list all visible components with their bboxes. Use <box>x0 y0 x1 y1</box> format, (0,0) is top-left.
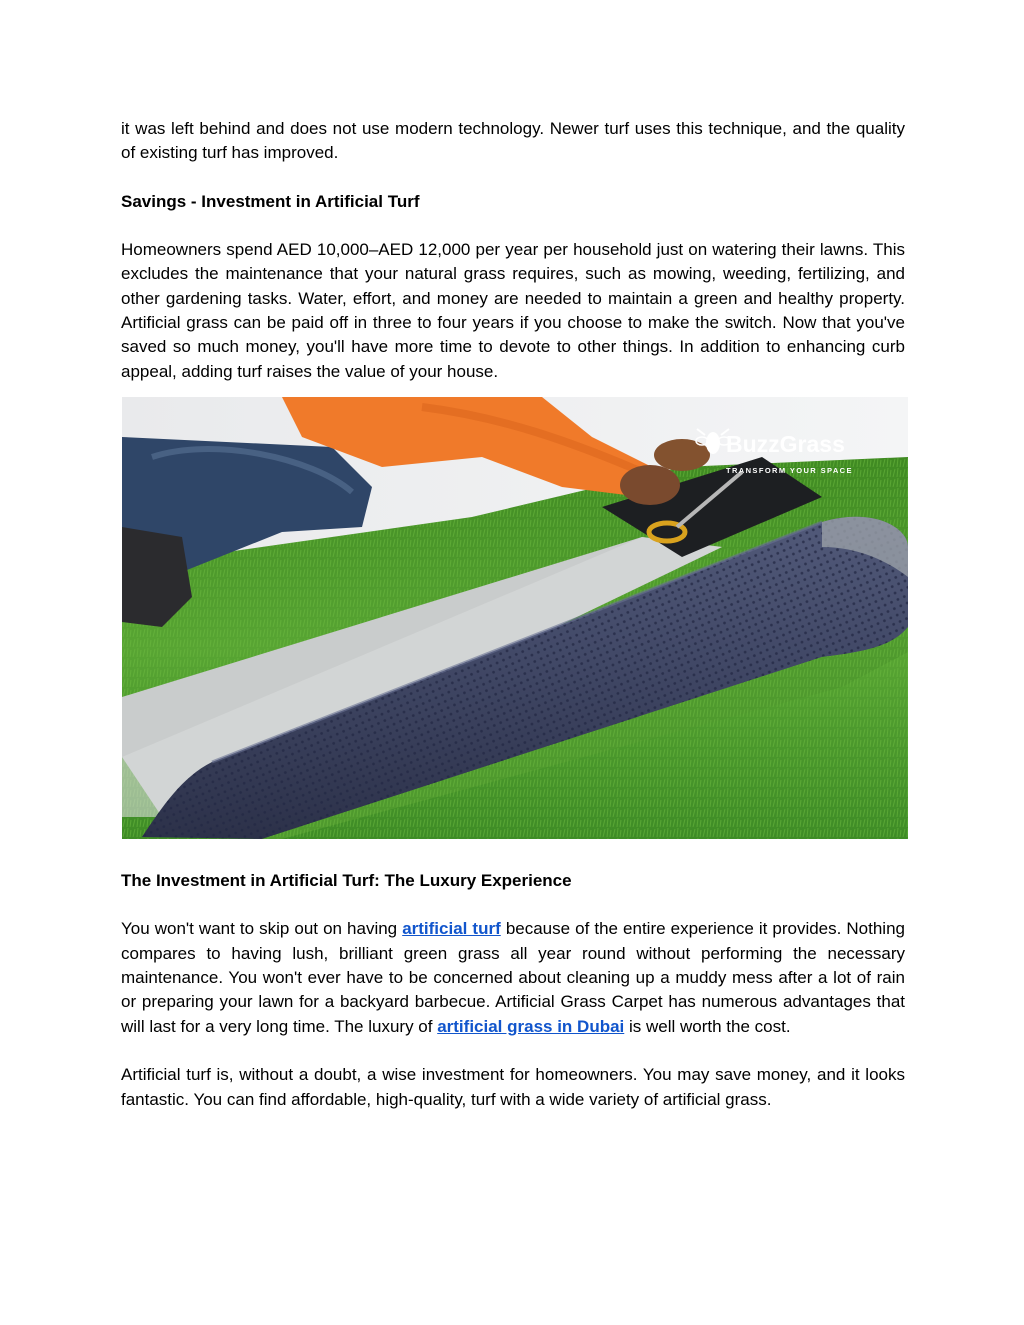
artificial-grass-dubai-link[interactable]: artificial grass in Dubai <box>437 1016 625 1036</box>
document-page <box>121 117 905 1112</box>
logo-tagline: TRANSFORM YOUR SPACE <box>726 466 853 476</box>
luxury-text-3: is well worth the cost. <box>624 1016 791 1036</box>
intro-paragraph: it was left behind and does not use modern technology. Newer turf uses this technique, and the quality of existing turf has improved. <box>121 119 905 163</box>
luxury-text-2: because of the entire experience it provides. Nothing compares to having lush, brilliant green grass all year round without performing the necessary maintenance. You won't ever have to be concerned about cleaning up a muddy mess after a lot of rain or preparing your lawn for a backyard barbecue. Artificial Grass Carpet has numerous advantages that will last for a very long time. The luxury of <box>121 919 905 1036</box>
artificial-turf-link[interactable]: artificial turf <box>402 919 501 939</box>
logo-wordmark: BuzzGrass <box>726 431 845 458</box>
turf-installation-photo <box>122 397 908 839</box>
conclusion-paragraph: Artificial turf is, without a doubt, a wise investment for homeowners. You may save money, and it looks fantastic. You can find affordable, high-quality, turf with a wide variety of artificial grass. <box>121 1065 905 1109</box>
section-heading-savings: Savings - Investment in Artificial Turf <box>121 191 420 211</box>
savings-paragraph: Homeowners spend AED 10,000–AED 12,000 per year per household just on watering their lawns. This excludes the maintenance that your natural grass requires, such as mowing, weeding, fertilizing, and other gardening tasks. Water, effort, and money are needed to maintain a green and healthy property. Artificial grass can be paid off in three to four years if you choose to make the switch. Now that you've saved so much money, you'll have more time to devote to other things. In addition to enhancing curb appeal, adding turf raises the value of your house. <box>121 239 905 381</box>
section-heading-luxury: The Investment in Artificial Turf: The Luxury Experience <box>121 871 572 891</box>
luxury-text-1: You won't want to skip out on having <box>121 919 403 939</box>
luxury-paragraph <box>121 917 905 1039</box>
